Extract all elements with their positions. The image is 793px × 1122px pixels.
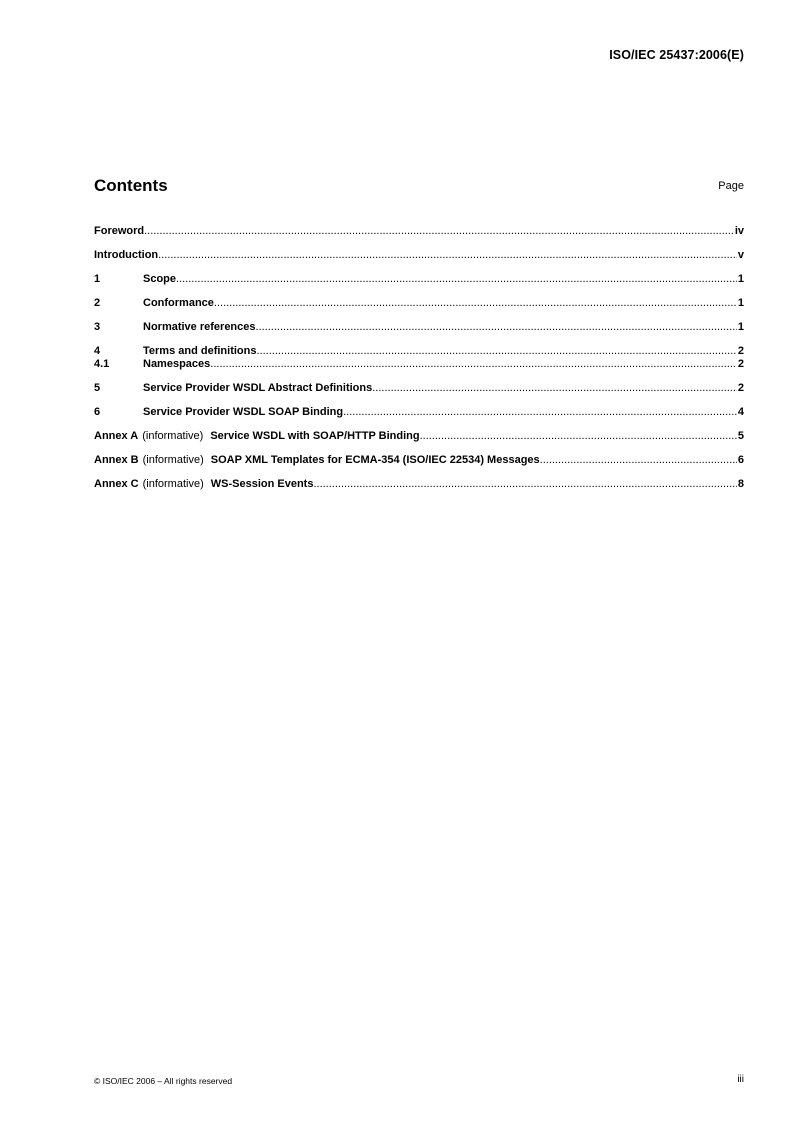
toc-entry-page: iv (734, 225, 744, 237)
document-id-header: ISO/IEC 25437:2006(E) (609, 48, 744, 62)
table-of-contents (94, 225, 744, 502)
toc-leader-dots (214, 297, 737, 310)
toc-entry-page: 2 (737, 382, 744, 394)
toc-entry-page: 1 (737, 273, 744, 285)
toc-entry-page: 2 (737, 345, 744, 357)
toc-entry-page: 5 (737, 430, 744, 442)
toc-leader-dots (144, 225, 734, 238)
toc-entry-page: 1 (737, 321, 744, 333)
toc-entry-number: 2 (94, 297, 101, 309)
toc-leader-dots (343, 406, 737, 419)
toc-leader-dots (372, 382, 737, 395)
toc-entry-informative-tag: (informative) (142, 430, 204, 442)
toc-entry-annex-c[interactable] (94, 478, 744, 491)
toc-leader-dots (256, 321, 737, 334)
toc-entry-title: Terms and definitions (143, 345, 257, 357)
toc-entry-title: Annex C (94, 478, 139, 490)
toc-entry-informative-tag: (informative) (142, 478, 204, 490)
toc-entry-number: 6 (94, 406, 101, 418)
toc-entry-subtitle: Service WSDL with SOAP/HTTP Binding (210, 430, 420, 442)
toc-entry-number: 4.1 (94, 358, 110, 370)
toc-entry-title: Service Provider WSDL SOAP Binding (143, 406, 344, 418)
toc-entry-title: Service Provider WSDL Abstract Definitions (143, 382, 373, 394)
toc-entry-title: Namespaces (143, 358, 211, 370)
toc-leader-dots (420, 430, 737, 443)
toc-leader-dots (313, 478, 736, 491)
page-number-footer: iii (737, 1074, 744, 1085)
toc-entry-title: Scope (143, 273, 177, 285)
toc-entry-subtitle: SOAP XML Templates for ECMA-354 (ISO/IEC 22534) Messages (210, 454, 540, 466)
toc-entry-annex-a[interactable] (94, 430, 744, 443)
toc-entry-conformance[interactable] (94, 297, 744, 310)
toc-entry-title: Conformance (143, 297, 214, 309)
toc-entry-title: Annex A (94, 430, 139, 442)
toc-entry-abstract-definitions[interactable] (94, 382, 744, 395)
toc-leader-dots (158, 249, 737, 262)
toc-entry-title: Normative references (143, 321, 256, 333)
toc-leader-dots (256, 345, 736, 358)
toc-entry-page: 2 (737, 358, 744, 370)
contents-title: Contents (94, 176, 168, 195)
toc-leader-dots (540, 454, 737, 467)
toc-entry-introduction[interactable] (94, 249, 744, 262)
toc-entry-page: 8 (737, 478, 744, 490)
toc-entry-annex-b[interactable] (94, 454, 744, 467)
toc-entry-namespaces[interactable] (94, 358, 744, 371)
toc-entry-page: 1 (737, 297, 744, 309)
toc-entry-soap-binding[interactable] (94, 406, 744, 419)
page-column-label: Page (718, 180, 744, 192)
toc-leader-dots (210, 358, 737, 371)
toc-entry-number: 5 (94, 382, 101, 394)
toc-entry-title: Foreword (94, 225, 145, 237)
toc-entry-terms-and-definitions[interactable] (94, 345, 744, 358)
toc-entry-page: v (737, 249, 744, 261)
toc-entry-foreword[interactable] (94, 225, 744, 238)
toc-entry-scope[interactable] (94, 273, 744, 286)
toc-entry-page: 4 (737, 406, 744, 418)
toc-entry-title: Annex B (94, 454, 139, 466)
toc-entry-number: 3 (94, 321, 101, 333)
copyright-footer: © ISO/IEC 2006 – All rights reserved (94, 1076, 233, 1086)
toc-entry-title: Introduction (94, 249, 159, 261)
contents-heading-row (94, 176, 744, 198)
toc-entry-informative-tag: (informative) (142, 454, 204, 466)
toc-entry-subtitle: WS-Session Events (210, 478, 314, 490)
toc-entry-number: 1 (94, 273, 101, 285)
toc-leader-dots (176, 273, 737, 286)
toc-entry-page: 6 (737, 454, 744, 466)
toc-entry-number: 4 (94, 345, 101, 357)
toc-entry-normative-references[interactable] (94, 321, 744, 334)
